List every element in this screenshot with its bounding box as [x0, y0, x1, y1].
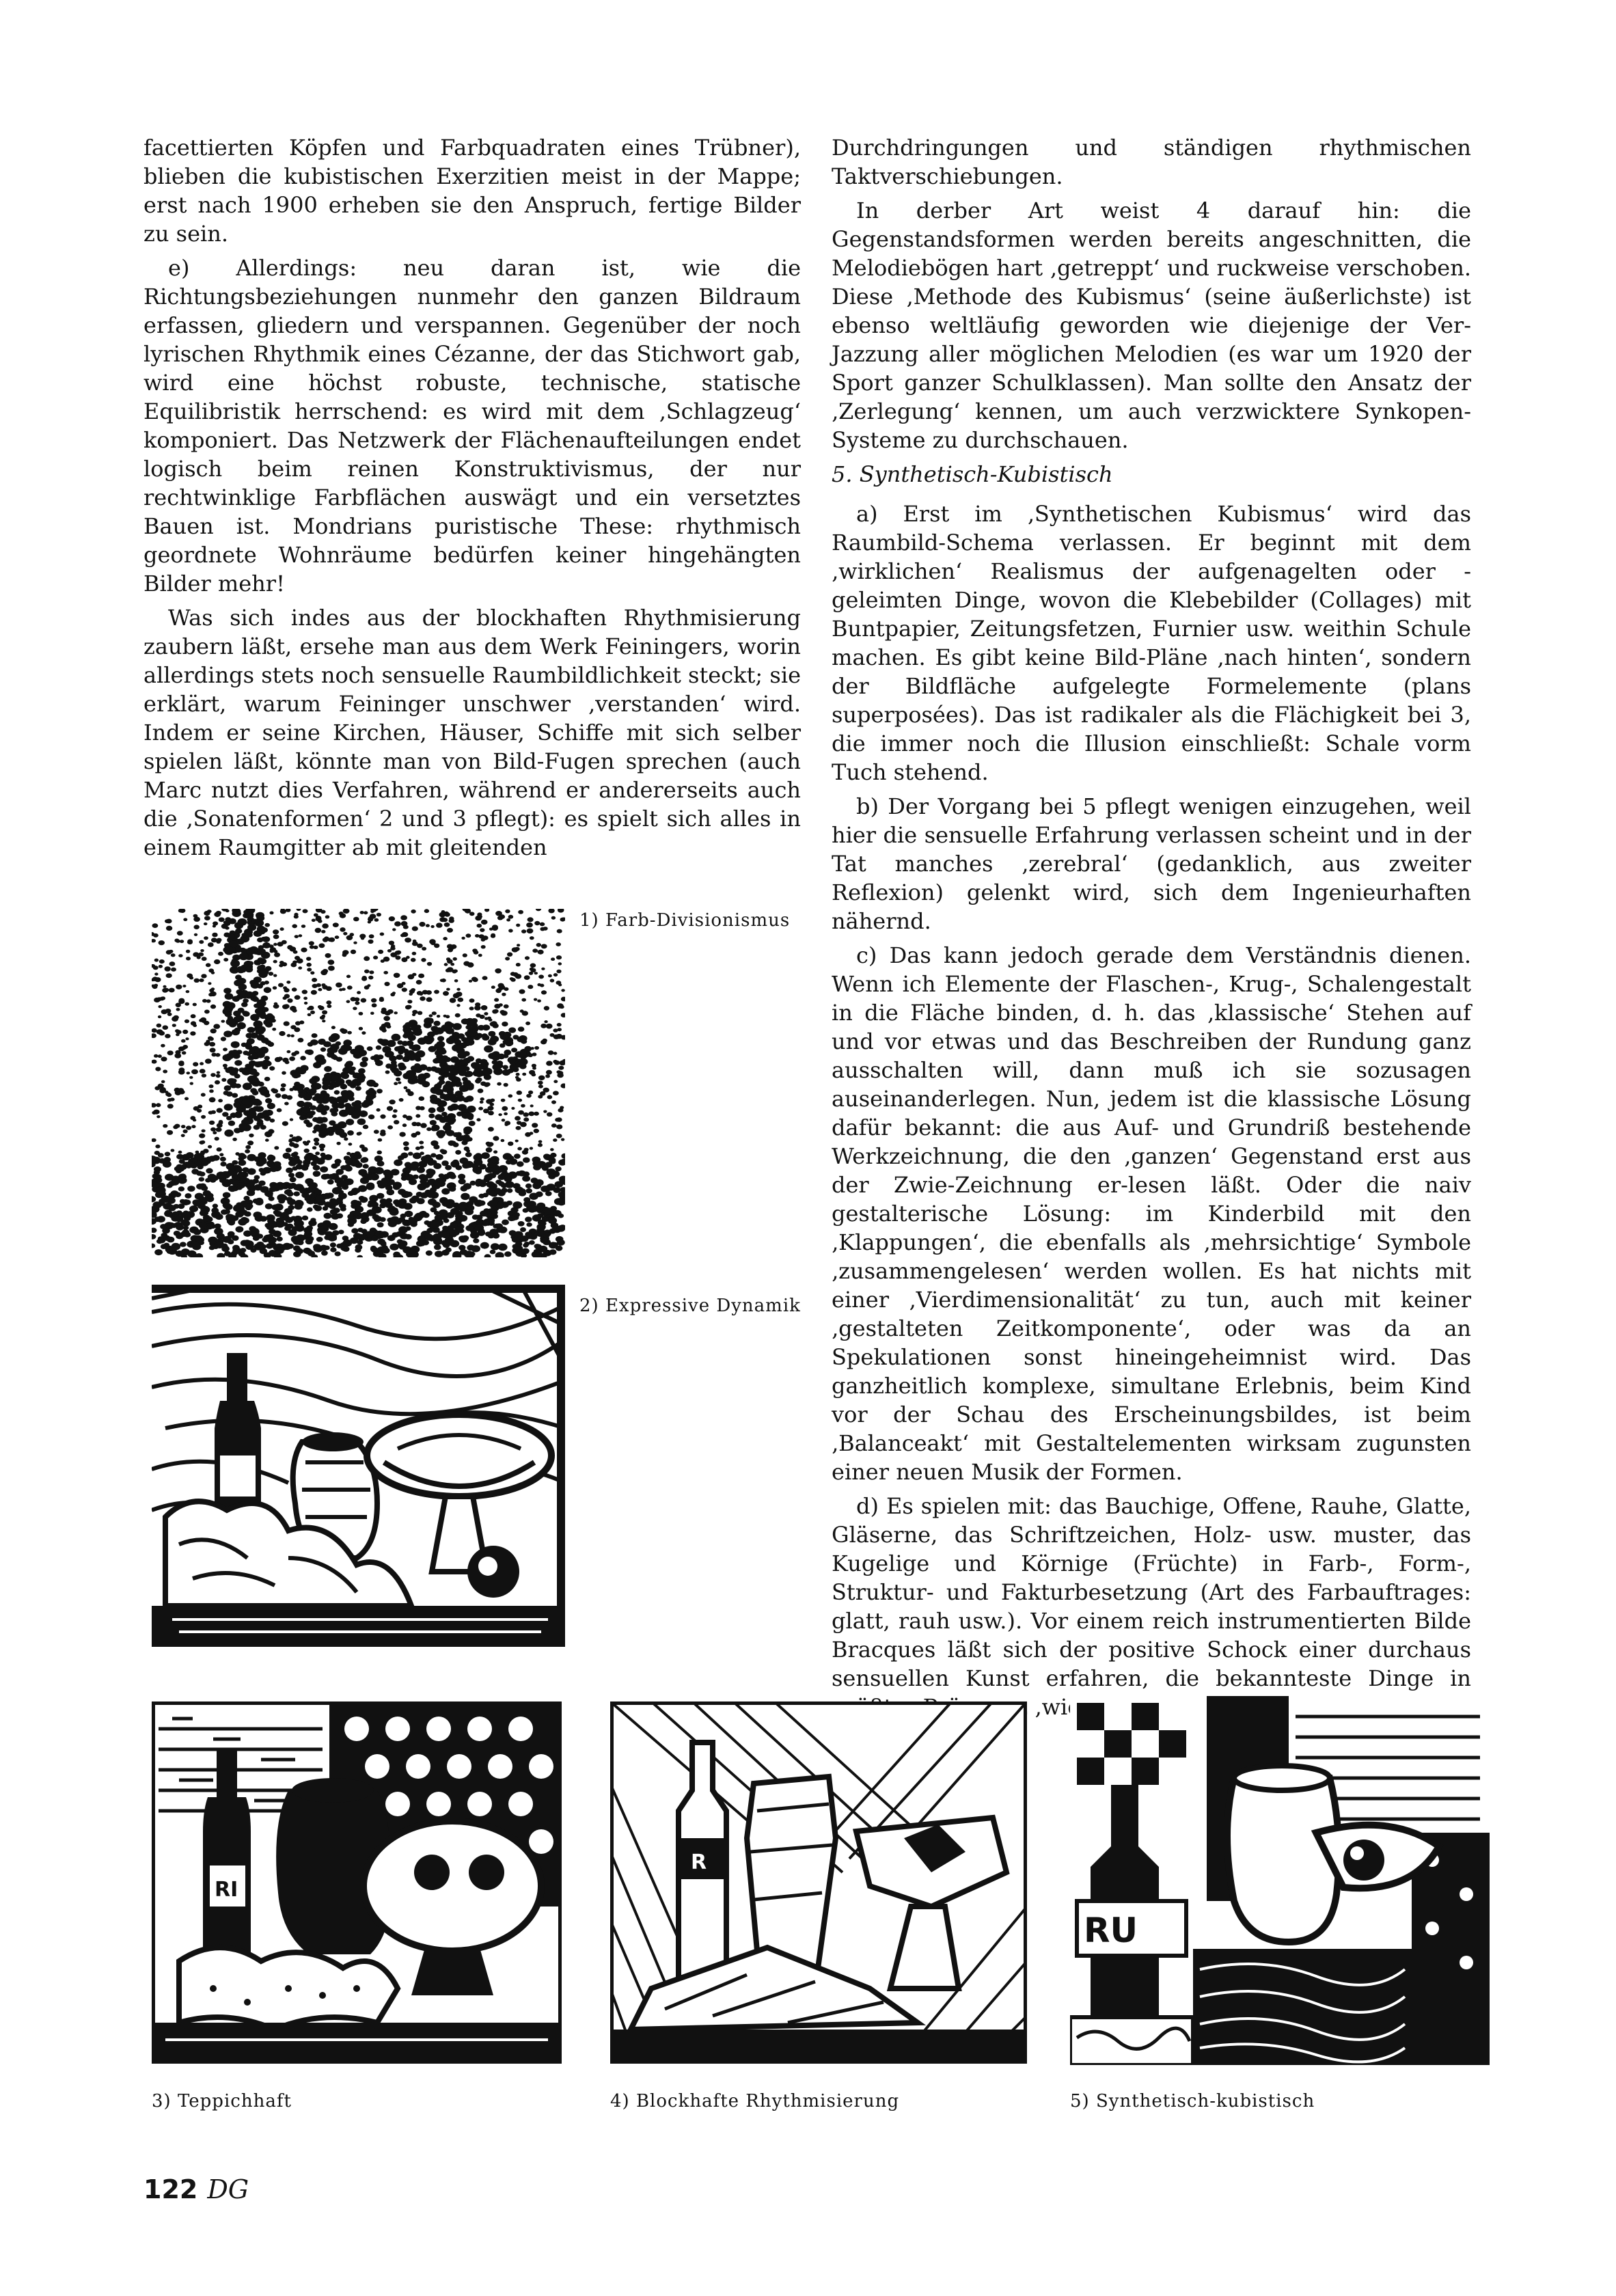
figure-caption: 4) Blockhafte Rhythmisierung — [610, 2091, 900, 2112]
page-number: 122 — [143, 2174, 198, 2204]
still-life-expressive-drawing — [152, 1285, 565, 1647]
paragraph: d) Es spielen mit: das Bauchige, Offene, Rauhe, Glatte, Gläserne, das Schriftzeichen, Holz- usw. muster, das Kugelige und Körnige (Früchte) in Farb-, Form-, Struktur- und Fakturbesetzung (Art des Farbauftrages: glatt, rauh usw.). Vor einem reich instrumentierten Bilde Bracques läßt sich der positive Schock einer durchaus sensuellen Kunst erfahren, die bekannteste Dinge in ‚wie — [832, 1493, 1471, 1720]
bottle-label-text: R — [691, 1850, 707, 1874]
still-life-blocky-drawing — [610, 1702, 1027, 2064]
page-footer — [143, 2174, 249, 2204]
magazine-name: DG — [207, 2174, 249, 2204]
bottle-label-text: RI — [215, 1878, 238, 1902]
figure-caption: 3) Teppichhaft — [152, 2091, 292, 2112]
section-heading: 5. Synthetisch-Kubistisch — [832, 461, 1113, 487]
figure-caption: 2) Expressive Dynamik — [579, 1296, 801, 1316]
figure-blockhafte-rhythmisierung — [610, 1702, 1027, 2064]
paragraph: b) Der Vorgang bei 5 pflegt wenigen einzugehen, weil hier die sensuelle Erfahrung verlassen scheint und in der Tat manches ‚zerebral‘ (gedanklich, aus zweiter Reflexion) gelenkt wird, sich dem Ingenieurhaften nähernd. — [832, 793, 1471, 934]
figure-synthetisch-kubistisch — [1070, 1696, 1490, 2065]
figure-farb-divisionismus — [152, 909, 565, 1257]
figure-expressive-dynamik — [152, 1285, 565, 1647]
paragraph: Durchdringungen und ständigen rhythmischen Taktverschiebungen. — [832, 135, 1471, 189]
still-life-carpet-drawing — [152, 1702, 562, 2064]
left-text-column — [143, 133, 801, 867]
paragraph: facettierten Köpfen und Farbquadraten eines Trübner), blieben die kubistischen Exerzitien meist in der Mappe; erst nach 1900 erheben sie den Anspruch, fertige Bilder zu sein. — [143, 135, 801, 247]
figure-caption: 5) Synthetisch-kubistisch — [1070, 2091, 1315, 2112]
right-text-column — [832, 133, 1471, 1727]
figure-caption: 1) Farb-Divisionismus — [579, 910, 791, 931]
paragraph: c) Das kann jedoch gerade dem Verständnis dienen. Wenn ich Elemente der Flaschen-, Krug-, Schalengestalt in die Fläche binden, d. h. das ‚klassische‘ Stehen auf und vor etwas und das Beschreiben der Rundung ganz ausschalten will, dann muß ich sie sozusagen auseinanderlegen. Nun, jedem ist die klassische Lösung dafür bekannt: die aus Auf- und Grundriß bestehende Werkzeichnung, die den ‚ganzen‘ Gegenstand erst aus der Zwie-Zeichnung er-lesen läßt. Oder die naiv gestalterische Lösung: im Kinderbild mit den ‚Klappungen‘, die ebenfalls als ‚mehrsichtige‘ Symbole ‚zusammengelesen‘ werden wollen. Es hat nichts mit einer ‚Vierdimensionalität‘ zu tun, auch mit keiner ‚gestalteten Zeitkomponente‘, oder was da an Spekulationen sonst hineingeheimnist wird. Das ganzheitlich komplexe, simultane Erlebnis, beim Kind vor der Schau des Erscheinungsbildes, ist beim ‚Balanceakt‘ mit Gestaltelementen wirksam zugunsten einer neuen Musik der Formen. — [832, 942, 1471, 1485]
paragraph: e) Allerdings: neu daran ist, wie die Richtungsbeziehungen nunmehr den ganzen Bildraum erfassen, gliedern und verspannen. Gegenüber der noch lyrischen Rhythmik eines Cézanne, der das Stichwort gab, wird eine höchst robuste, technische, statische Equilibristik herrschend: es wird mit dem ‚Schlagzeug‘ komponiert. Das Netzwerk der Flächenaufteilungen endet logisch beim reinen Konstruktivismus, der nur rechtwinklige Farbflächen auswägt und ein versetztes Bauen ist. Mondrians puristische These: rhythmisch geordnete Wohnräume bedürfen keiner hingehängten Bilder mehr! — [143, 255, 801, 597]
bottle-label-text: RU — [1084, 1911, 1138, 1950]
paragraph: In derber Art weist 4 darauf hin: die Gegenstandsformen werden bereits angeschnitten, die Melodiebögen hart ‚getreppt‘ und ruckweise verschoben. Diese ‚Methode des Kubismus‘ (seine äußerlichste) ist ebenso weltläufig geworden wie diejenige der Ver-Jazzung aller möglichen Melodien (es war um 1920 der Sport ganzer Schulklassen). Man sollte den Ansatz der ‚Zerlegung‘ kennen, um auch verzwicktere Synkopen-Systeme zu durchschauen. — [832, 197, 1471, 453]
paragraph: a) Erst im ‚Synthetischen Kubismus‘ wird das Raumbild-Schema verlassen. Er beginnt mit dem ‚wirklichen‘ Realismus der aufgenagelten oder -geleimten Dinge, wovon die Klebebilder (Collages) mit Buntpapier, Zeitungsfetzen, Furnier usw. weithin Schule machen. Es gibt keine Bild-Pläne ‚nach hinten‘, sondern der Bildfläche aufgelegte Formelemente (plans superposées). Das ist radikaler als die Flächigkeit bei 3, die immer noch die Illusion einschließt: Schale vorm Tuch stehend. — [832, 501, 1471, 785]
still-life-dotted-drawing — [152, 909, 565, 1257]
still-life-cubist-drawing — [1070, 1696, 1490, 2065]
figure-teppichhaft — [152, 1702, 562, 2064]
paragraph: Was sich indes aus der blockhaften Rhythmisierung zaubern läßt, ersehe man aus dem Werk Feiningers, worin allerdings stets noch sensuelle Raumbildlichkeit steckt; sie erklärt, warum Feininger unschwer ‚verstanden‘ wird. Indem er seine Kirchen, Häuser, Schiffe mit sich selber spielen läßt, könnte man von Bild-Fugen sprechen (auch Marc nutzt dies Verfahren, während er andererseits auch die ‚Sonatenformen‘ 2 und 3 pflegt): es spielt sich alles in einem Raumgitter ab mit gleitenden — [143, 605, 801, 860]
